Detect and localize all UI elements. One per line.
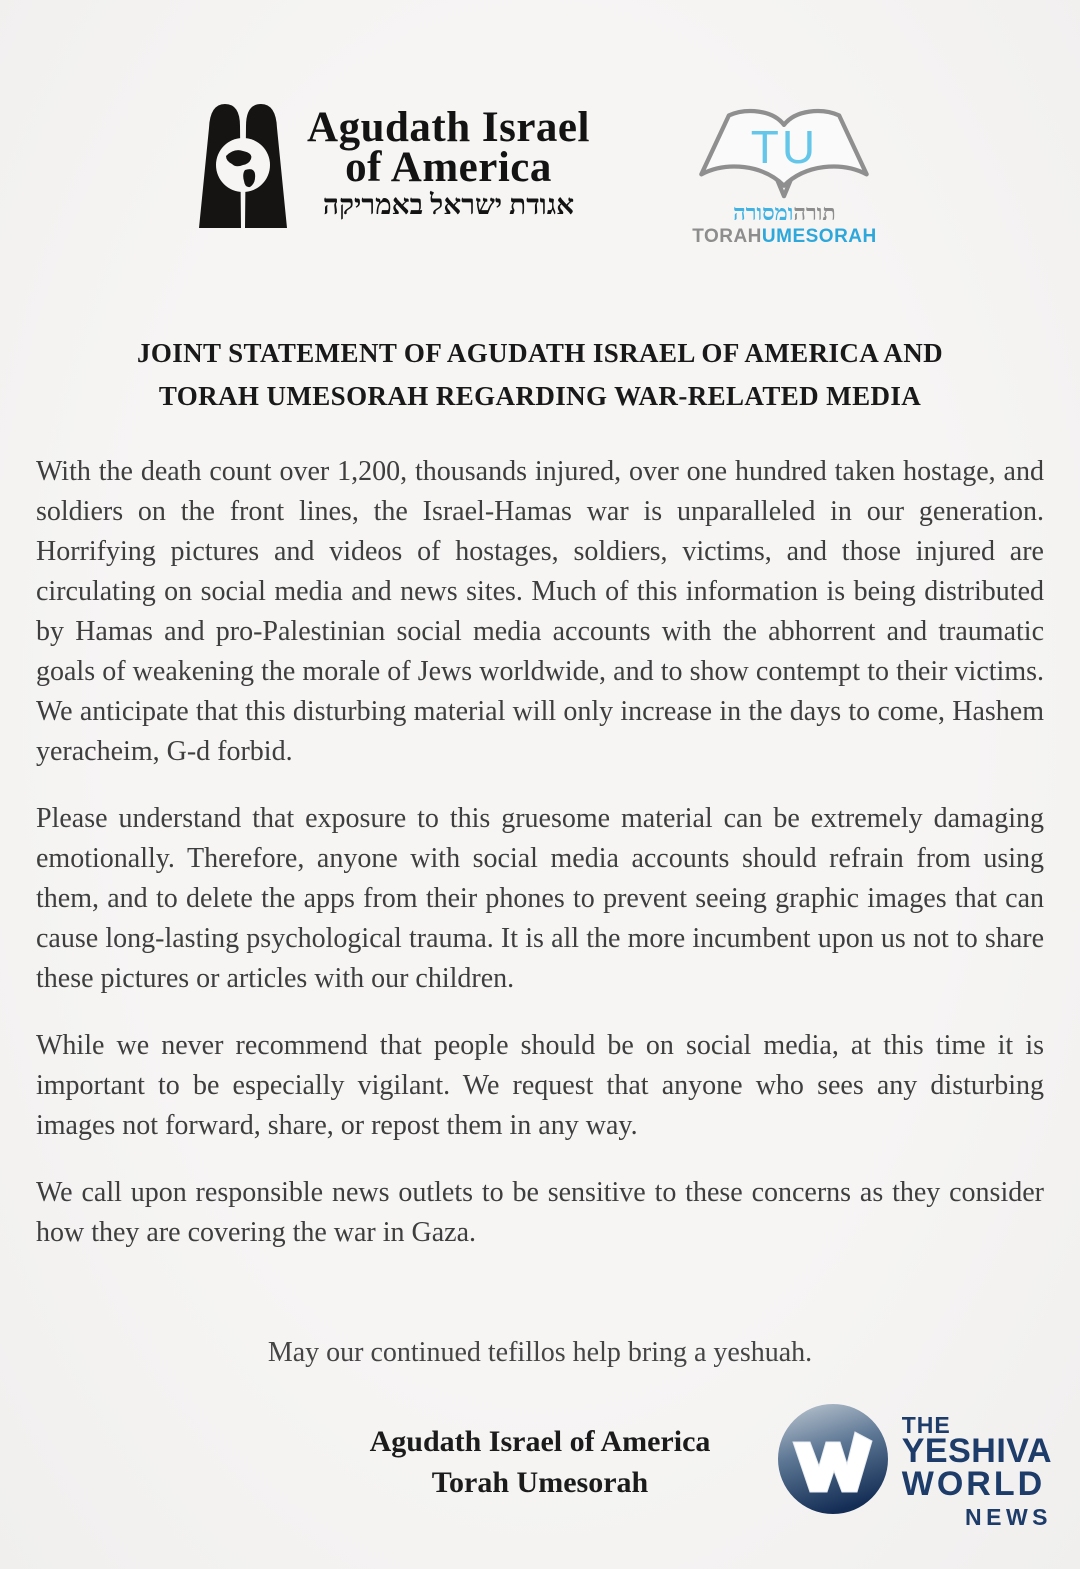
tyw-the: THE: [901, 1412, 951, 1438]
signature-torah-umesorah: Torah Umesorah: [431, 1466, 649, 1499]
paragraph-3: While we never recommend that people should be on social media, at this time it is important to be especially vigilant. We request that anyone who sees any disturbing images not forward, share, or repost them in any way.: [36, 1030, 1044, 1141]
torah-umesorah-english: [692, 227, 877, 246]
yw-globe-icon: [776, 1402, 890, 1516]
yeshiva-world-news-wordmark: [902, 1402, 1052, 1529]
paragraph-2: Please understand that exposure to this gruesome material can be extremely damaging emotionally. Therefore, anyone with social media accounts should refrain from using them, and to delete the apps from their phones to prevent seeing graphic images that can cause long-lasting psychological trauma. It is all the more incumbent upon us not to share these pictures or articles with our children.: [36, 803, 1044, 994]
hebrew-umesorah: ומסורה: [733, 200, 794, 225]
tu-monogram: TU: [750, 121, 819, 173]
paragraph-1: With the death count over 1,200, thousands injured, over one hundred taken hostage, and soldiers on the front lines, the Israel-Hamas war is unparalleled in our generation. Horrifying pictures and videos of hostages, soldiers, victims, and those injured are circulating on social media and news sites. Much of this information is being distributed by Hamas and pro-Palestinian social media accounts with the abhorrent and traumatic goals of weakening the morale of Jews worldwide, and to show contempt to their victims. We anticipate that this disturbing material will only increase in the days to come, Hashem yeracheim, G-d forbid.: [36, 456, 1044, 767]
tyw-yeshiva: YESHIVA: [901, 1432, 1052, 1470]
agudath-israel-logo: [193, 98, 590, 232]
english-umesorah: UMESORAH: [761, 226, 877, 247]
yeshiva-world-news-logo: [776, 1402, 1052, 1529]
header-logos: [0, 98, 1080, 246]
title-line-1: JOINT STATEMENT OF AGUDATH ISRAEL OF AMERICA AND: [136, 338, 944, 368]
torah-umesorah-logo: [682, 98, 887, 246]
tablets-globe-icon: [193, 98, 293, 232]
paragraph-4: We call upon responsible news outlets to be sensitive to these concerns as they consider how they are covering the war in Gaza.: [36, 1177, 1044, 1248]
agudath-hebrew-name: אגודת ישראל באמריקה: [322, 190, 575, 222]
agudath-name-line1: Agudath Israel: [307, 103, 590, 151]
title-line-2: TORAH UMESORAH REGARDING WAR-RELATED MEDIA: [158, 381, 922, 411]
tyw-world: WORLD: [901, 1464, 1046, 1503]
statement-body: [36, 452, 1044, 1280]
signature-agudath: Agudath Israel of America: [369, 1425, 711, 1458]
tyw-news: NEWS: [965, 1503, 1052, 1530]
agudath-name-line2: of America: [345, 143, 552, 191]
open-book-icon: [689, 104, 879, 196]
english-torah: TORAH: [692, 226, 762, 247]
hebrew-torah: תורה: [793, 200, 836, 225]
agudath-logo-text: [307, 103, 590, 223]
statement-title: [0, 332, 1080, 418]
torah-umesorah-hebrew: [733, 202, 836, 224]
closing-line: May our continued tefillos help bring a yeshuah.: [267, 1337, 813, 1368]
